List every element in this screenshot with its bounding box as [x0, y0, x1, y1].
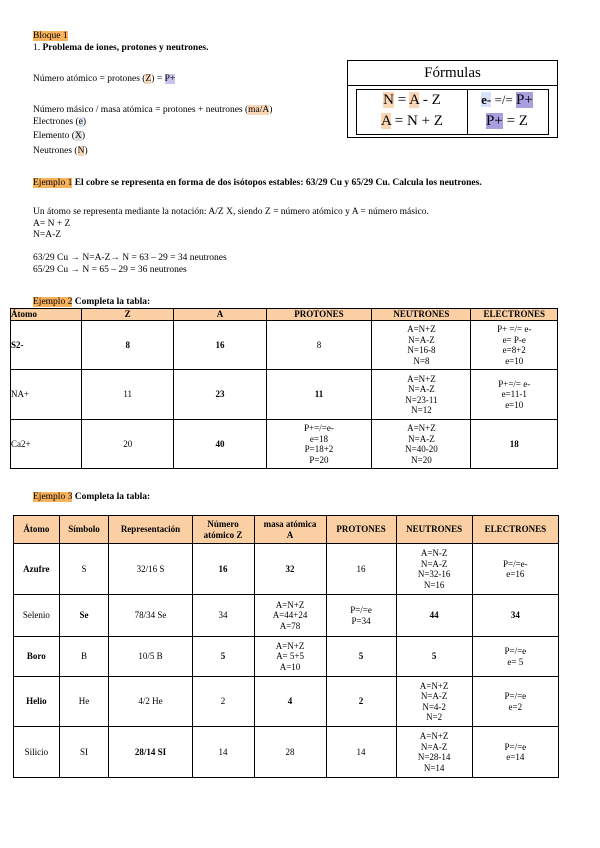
table-cell: P=/=e e= 5: [472, 637, 558, 677]
formulas-right: [466, 89, 549, 135]
ex1-line: 63/29 Cu → N=A-Z→ N = 63 – 29 = 34 neutrones: [33, 253, 227, 263]
table-cell: A=N+Z A=44+24 A=78: [254, 595, 326, 637]
col-header: ELECTRONES: [471, 309, 558, 321]
ex1-line: [33, 242, 429, 254]
ex1-heading: Ejemplo 1 El cobre se representa en forma de dos isótopos estables: 63/29 Cu y 65/29 Cu. Calcula los neutrones.: [33, 178, 482, 188]
table-cell: Selenio: [14, 595, 60, 637]
table-cell: 34: [192, 595, 254, 637]
table-cell: S: [59, 544, 109, 595]
table-cell: SI: [59, 727, 109, 778]
def-electrons: Electrones (e): [33, 117, 87, 127]
table-row: [11, 420, 558, 469]
table-cell: 16: [192, 544, 254, 595]
table-cell: Boro: [14, 637, 60, 677]
formulas-left: [356, 89, 468, 135]
formula-p: P+ = Z: [486, 113, 528, 129]
block-title: 1. Problema de iones, protones y neutrones.: [33, 43, 209, 53]
block-label: Bloque 1: [33, 31, 68, 41]
table-cell: 32/16 S: [109, 544, 192, 595]
table-cell: 4: [254, 677, 326, 727]
table-cell: S2-: [11, 321, 82, 370]
table-cell: Azufre: [14, 544, 60, 595]
col-header: ELECTRONES: [472, 516, 558, 544]
table-cell: P+ =/= e- e= P-e e=8+2 e=10: [471, 321, 558, 370]
table-row: [14, 544, 559, 595]
table-cell: Se: [59, 595, 109, 637]
col-header: Número atómico Z: [192, 516, 254, 544]
ex1-line: A= N + Z: [33, 218, 71, 229]
table-cell: 11: [266, 370, 372, 420]
table-cell: Silicio: [14, 727, 60, 778]
table-cell: NA+: [11, 370, 82, 420]
table-cell: 28/14 SI: [109, 727, 192, 778]
table-cell: 78/34 Se: [109, 595, 192, 637]
table-cell: He: [59, 677, 109, 727]
table-cell: A=N+Z N=A-Z N=16-8 N=8: [372, 321, 471, 370]
table-cell: P=/=e e=2: [472, 677, 558, 727]
ex3-table: [13, 515, 559, 778]
table-cell: 4/2 He: [109, 677, 192, 727]
table-row: [14, 637, 559, 677]
table-cell: A=N+Z N=A-Z N=40-20 N=20: [372, 420, 471, 469]
formula-a: A = N + Z: [381, 113, 443, 129]
table-cell: B: [59, 637, 109, 677]
table-cell: Helio: [14, 677, 60, 727]
table-cell: P=/=e e=14: [472, 727, 558, 778]
col-header: PROTONES: [326, 516, 396, 544]
ex1-line: 65/29 Cu → N = 65 – 29 = 36 neutrones: [33, 264, 187, 275]
table-cell: A=N+Z N=A-Z N=28-14 N=14: [396, 727, 472, 778]
def-neutrons: Neutrones (N): [33, 146, 88, 156]
col-header: Z: [82, 309, 174, 321]
def-atomic-number: Número atómico = protones (Z) = P+: [33, 74, 176, 84]
table-cell: 23: [174, 370, 266, 420]
table-cell: A=N+Z N=A-Z N=4-2 N=2: [396, 677, 472, 727]
table-cell: Ca2+: [11, 420, 82, 469]
table-cell: 10/5 B: [109, 637, 192, 677]
formulas-title: Fórmulas: [348, 61, 557, 86]
def-mass-number: Número másico / masa atómica = protones + neutrones (ma/A): [33, 105, 273, 115]
table-cell: A=N+Z N=A-Z N=23-11 N=12: [372, 370, 471, 420]
ex1-line: Un átomo se representa mediante la notación: A/Z X, siendo Z = número atómico y A = número másico.: [33, 207, 429, 217]
table-cell: 14: [326, 727, 396, 778]
col-header: Representación: [109, 516, 192, 544]
formula-e: e- =/= P+: [481, 92, 533, 108]
table-header: [14, 516, 559, 544]
formula-n: N = A - Z: [383, 92, 441, 108]
table-cell: P+=/=e- e=18 P=18+2 P=20: [266, 420, 372, 469]
col-header: masa atómica A: [254, 516, 326, 544]
table-cell: P=/=e- e=16: [472, 544, 558, 595]
col-header: Átomo: [14, 516, 60, 544]
table-cell: 2: [192, 677, 254, 727]
col-header: A: [174, 309, 266, 321]
col-header: PROTONES: [266, 309, 372, 321]
table-cell: 14: [192, 727, 254, 778]
table-cell: P+=/= e- e=11-1 e=10: [471, 370, 558, 420]
table-row: [14, 727, 559, 778]
col-header: NEUTRONES: [372, 309, 471, 321]
table-cell: 16: [326, 544, 396, 595]
table-row: [14, 677, 559, 727]
col-header: Átomo: [11, 309, 82, 321]
table-cell: P=/=e P=34: [326, 595, 396, 637]
table-cell: 28: [254, 727, 326, 778]
table-cell: 20: [82, 420, 174, 469]
table-cell: 32: [254, 544, 326, 595]
ex2-table: [10, 308, 558, 469]
ex3-heading: Ejemplo 3 Completa la tabla:: [33, 492, 151, 502]
ex1-line: N=A-Z: [33, 230, 62, 240]
ex1-body: [33, 207, 429, 276]
table-cell: A=N+Z A= 5+5 A=10: [254, 637, 326, 677]
table-cell: 34: [472, 595, 558, 637]
table-cell: 16: [174, 321, 266, 370]
table-cell: 2: [326, 677, 396, 727]
formulas-box: [347, 60, 558, 138]
col-header: NEUTRONES: [396, 516, 472, 544]
ex2-heading: Ejemplo 2 Completa la tabla:: [33, 297, 151, 307]
def-element: Elemento (X): [33, 131, 85, 141]
table-row: [11, 370, 558, 420]
table-cell: 8: [82, 321, 174, 370]
table-cell: 8: [266, 321, 372, 370]
table-header: [11, 309, 558, 321]
table-cell: A=N-Z N=A-Z N=32-16 N=16: [396, 544, 472, 595]
table-cell: 40: [174, 420, 266, 469]
table-cell: 44: [396, 595, 472, 637]
table-cell: 5: [396, 637, 472, 677]
table-cell: 5: [326, 637, 396, 677]
col-header: Símbolo: [59, 516, 109, 544]
table-cell: 18: [471, 420, 558, 469]
table-cell: 5: [192, 637, 254, 677]
table-row: [14, 595, 559, 637]
table-cell: 11: [82, 370, 174, 420]
table-row: [11, 321, 558, 370]
